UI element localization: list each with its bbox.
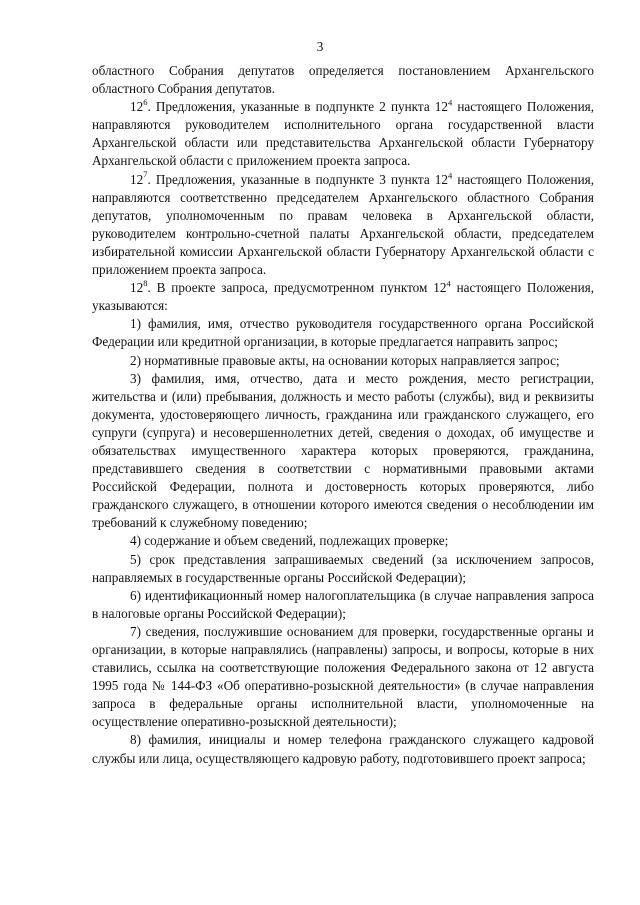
paragraph-text: 2) нормативные правовые акты, на основании которых направляется запрос; bbox=[130, 352, 560, 368]
paragraph-text: областного Собрания депутатов определяется постановлением Архангельского областного Собрания депутатов. bbox=[92, 63, 594, 97]
paragraph-text: . В проекте запроса, предусмотренном пунктом $12^4$ настоящего Положения, указываются: bbox=[92, 278, 594, 314]
paragraph-text: 6) идентификационный номер налогоплательщика (в случае направления запроса в налоговые органы Российской Федерации); bbox=[92, 587, 594, 621]
paragraph-text: . Предложения, указанные в подпункте 3 пункта $12^4$ настоящего Положения, направляются соответственно председателем Архангельского областного Собрания депутатов, уполномоченным по правам человека в Архангельской области, руководителем контрольно-счетной палаты Архангельской области, председателем избирательной комиссии Архангельской области Губернатору Архангельской области с приложением проекта запроса. bbox=[92, 170, 594, 278]
paragraph-text: 8) фамилия, инициалы и номер телефона гражданского служащего кадровой службы или лица, осуществляющего кадровую работу, подготовившего проект запроса; bbox=[92, 732, 594, 766]
paragraph bbox=[92, 171, 594, 280]
paragraph-text: 1) фамилия, имя, отчество руководителя государственного органа Российской Федерации или кредитной организации, в которые предлагается направить запрос; bbox=[92, 316, 594, 350]
paragraph bbox=[92, 532, 594, 550]
paragraph-text: 4) содержание и объем сведений, подлежащих проверке; bbox=[130, 533, 449, 549]
page-number: 3 bbox=[316, 39, 324, 54]
paragraph bbox=[92, 279, 594, 315]
paragraph bbox=[92, 731, 594, 767]
paragraph bbox=[92, 551, 594, 587]
paragraph bbox=[92, 315, 594, 351]
paragraph-text: 5) срок представления запрашиваемых сведений (за исключением запросов, направляемых в государственные органы Российской Федерации); bbox=[92, 551, 594, 585]
paragraph bbox=[92, 98, 594, 170]
paragraph bbox=[92, 370, 594, 533]
paragraph-text: . Предложения, указанные в подпункте 2 пункта $12^4$ настоящего Положения, направляются руководителем исполнительного органа государственной власти Архангельской области или представительства Архангельской области Губернатору Архангельской области с приложением проекта запроса. bbox=[92, 97, 594, 169]
document-body bbox=[92, 62, 594, 768]
clause-number: $12^8$ bbox=[130, 277, 148, 296]
paragraph bbox=[92, 62, 594, 98]
paragraph bbox=[92, 587, 594, 623]
clause-number: $12^7$ bbox=[130, 169, 148, 187]
paragraph bbox=[92, 352, 594, 370]
paragraph bbox=[92, 623, 594, 732]
paragraph-text: 3) фамилия, имя, отчество, дата и место рождения, место регистрации, жительства и (или) пребывания, должность и место работы (службы), вид и реквизиты документа, удостоверяющего личность, гражданина или гражданского служащего, его супруги (супруга) и несовершеннолетних детей, сведения о доходах, об имуществе и обязательствах имущественного характера которых проверяются, гражданина, представившего сведения в соответствии с нормативными правовыми актами Российской Федерации, полнота и достоверность которых проверяются, либо гражданского служащего, в отношении которого имеются сведения о несоблюдении им требований к служебному поведению; bbox=[92, 370, 594, 531]
paragraph-text: 7) сведения, послужившие основанием для проверки, государственные органы и организации, в которые направлялись (направлены) запросы, и вопросы, которые в них ставились, ссылка на соответствующие положения Федерального закона от 12 августа 1995 года № 144-ФЗ «Об оперативно-розыскной деятельности» (в случае направления запроса в федеральные органы исполнительной власти, уполномоченные на осуществление оперативно-розыскной деятельности); bbox=[92, 623, 594, 730]
clause-number: $12^6$ bbox=[130, 96, 148, 115]
